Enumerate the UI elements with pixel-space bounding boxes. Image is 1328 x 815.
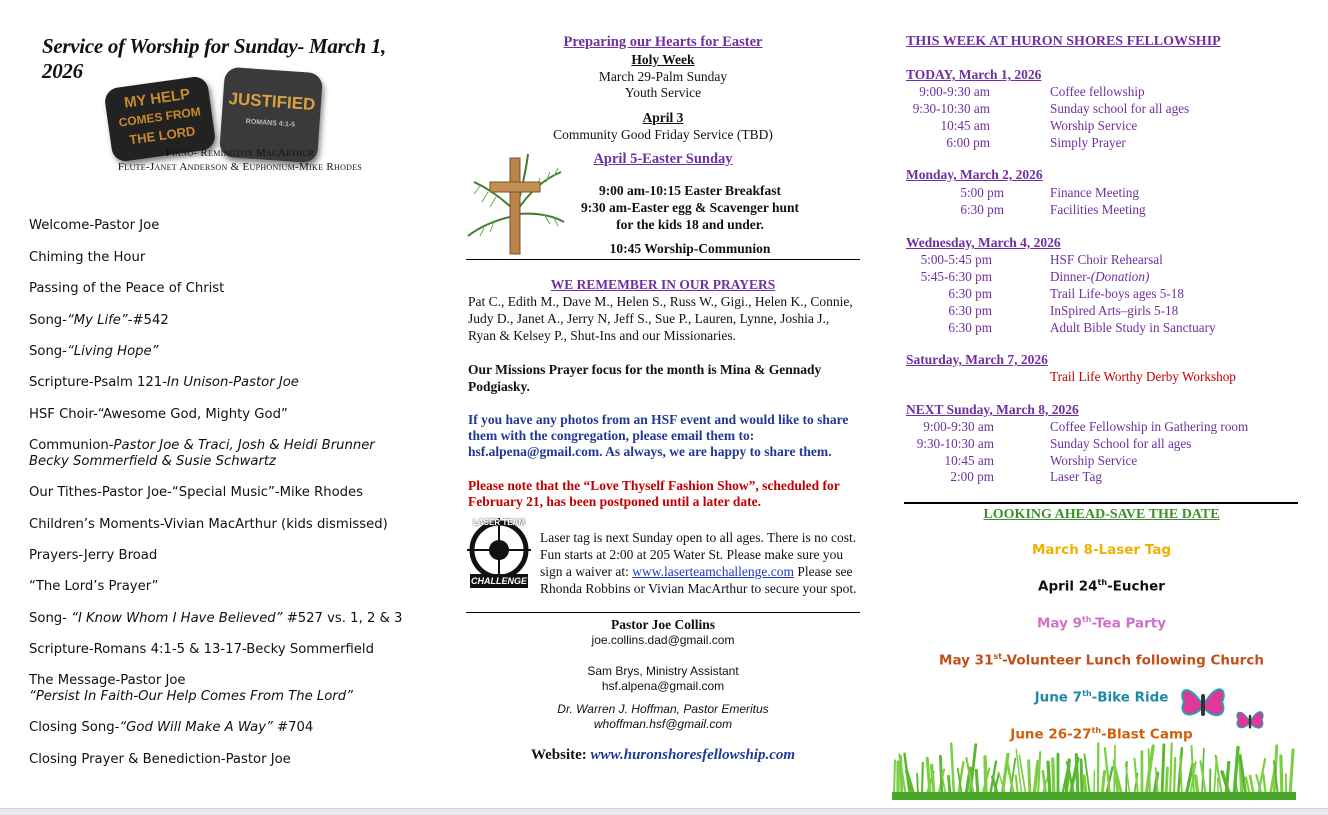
order-item: Passing of the Peace of Christ <box>29 281 224 297</box>
easter-title: Preparing our Hearts for Easter <box>466 34 860 50</box>
order-item-line2 <box>29 454 276 470</box>
palm-sunday: March 29-Palm Sunday <box>466 69 860 85</box>
grass-blade <box>951 744 954 796</box>
laser-waiver-link[interactable]: www.laserteamchallenge.com <box>632 564 794 579</box>
laser-tag-note <box>540 529 858 597</box>
order-item <box>29 344 158 360</box>
event-name: Sunday School for all ages <box>1050 436 1191 452</box>
day-heading: Monday, March 2, 2026 <box>906 167 1043 183</box>
pastor-emeritus: Dr. Warren J. Hoffman, Pastor Emeritus <box>466 701 860 717</box>
good-friday: Community Good Friday Service (TBD) <box>466 127 860 143</box>
event-name: Worship Service <box>1050 118 1137 134</box>
save-date-text: June 7 <box>1035 690 1083 706</box>
event-time: 9:30-10:30 am <box>900 101 990 117</box>
photos-text: If you have any photos from an HSF event and would like to share them with the congregation, please email them to: <box>468 412 848 443</box>
save-date-text: June 26-27 <box>1010 727 1091 743</box>
event-time: 9:00-9:30 am <box>904 419 994 435</box>
order-song-title: “My Life” <box>67 313 128 328</box>
laser-logo-top: LASER TEAM <box>466 518 532 527</box>
easter-worship: 10:45 Worship-Communion <box>530 241 850 257</box>
emeritus-email[interactable]: whoffman.hsf@gmail.com <box>466 716 860 732</box>
order-text: #527 vs. 1, 2 & 3 <box>283 611 403 626</box>
event-name: Worship Service <box>1050 453 1137 469</box>
order-item <box>29 720 313 736</box>
event-name: Finance Meeting <box>1050 185 1139 201</box>
save-date-sup: th <box>1098 578 1108 587</box>
this-week-title: THIS WEEK AT HURON SHORES FELLOWSHIP <box>906 34 1221 50</box>
grass-blade <box>1290 750 1293 796</box>
grass-blade <box>1019 756 1026 796</box>
event-name: Coffee Fellowship in Gathering room <box>1050 419 1248 435</box>
photos-email-link[interactable]: hsf.alpena@gmail.com <box>468 444 599 459</box>
laser-team-logo <box>466 516 532 592</box>
save-date-item <box>905 542 1298 558</box>
order-item: The Message-Pastor Joe <box>29 673 186 689</box>
order-text: #704 <box>273 720 313 735</box>
order-text: Song- <box>29 611 71 626</box>
grass-blade <box>1053 759 1054 796</box>
grass-blade <box>1149 749 1150 796</box>
save-date-item <box>905 689 1298 706</box>
order-song-title: “Living Hope” <box>67 344 159 359</box>
photos-text-tail: . As always, we are happy to share them. <box>599 444 831 459</box>
event-time: 9:30-10:30 am <box>904 436 994 452</box>
egg-hunt-ages: for the kids 18 and under. <box>530 217 850 233</box>
event-time: 6:30 pm <box>902 320 992 336</box>
day-heading: Wednesday, March 4, 2026 <box>906 235 1061 251</box>
laser-text: Laser tag is next Sunday open to all ages. There is no cost. Fun starts at 2:00 at 205 Water St. Please make sure you sign a waiver at: <box>540 530 856 579</box>
order-song-title: “God Will Make A Way” <box>119 720 273 735</box>
grass-blade <box>932 765 934 796</box>
butterfly-icon <box>1178 680 1228 728</box>
event-name: Facilities Meeting <box>1050 202 1146 218</box>
assistant-email[interactable]: hsf.alpena@gmail.com <box>466 678 860 694</box>
order-item: Children’s Moments-Vivian MacArthur (kids dismissed) <box>29 517 388 533</box>
save-date-text: -Volunteer Lunch following Church <box>1002 653 1264 669</box>
event-name: InSpired Arts–girls 5-18 <box>1050 303 1178 319</box>
april-3: April 3 <box>466 110 860 126</box>
website-link[interactable]: www.huronshoresfellowship.com <box>591 747 796 763</box>
save-date-text: -Blast Camp <box>1101 727 1193 743</box>
egg-hunt: 9:30 am-Easter egg & Scavenger hunt <box>530 200 850 216</box>
fashion-show-notice: Please note that the “Love Thyself Fashion Show”, scheduled for February 21, has been postponed until a later date. <box>468 478 860 510</box>
day-heading: NEXT Sunday, March 8, 2026 <box>906 402 1079 418</box>
event-name: Laser Tag <box>1050 469 1102 485</box>
order-item: Chiming the Hour <box>29 250 145 266</box>
order-text: Song- <box>29 313 67 328</box>
order-item <box>29 611 402 627</box>
event-name: Adult Bible Study in Sanctuary <box>1050 320 1216 336</box>
order-text: Scripture-Psalm 121- <box>29 375 167 390</box>
event-name: Coffee fellowship <box>1050 84 1145 100</box>
pastor-name: Pastor Joe Collins <box>466 617 860 633</box>
pastor-email[interactable]: joe.collins.dad@gmail.com <box>466 632 860 648</box>
order-text: Song- <box>29 344 67 359</box>
save-date-sup: th <box>1082 615 1092 624</box>
grass-blade <box>1076 755 1078 796</box>
order-item: Prayers-Jerry Broad <box>29 548 157 564</box>
event-name-text: Dinner- <box>1050 269 1091 284</box>
event-time: 5:00-5:45 pm <box>902 252 992 268</box>
event-time: 10:45 am <box>900 118 990 134</box>
event-name: HSF Choir Rehearsal <box>1050 252 1163 268</box>
service-title: Service of Worship for Sunday- March 1, 2026 <box>42 34 422 84</box>
sermon-title: “Persist In Faith-Our Help Comes From The Lord” <box>29 689 353 704</box>
save-date-text: -Tea Party <box>1092 616 1167 632</box>
event-name: Trail Life Worthy Derby Workshop <box>1050 369 1236 385</box>
missions-focus: Our Missions Prayer focus for the month is Mina & Gennady Podgiasky. <box>468 361 860 395</box>
grass-blade <box>1029 761 1030 796</box>
grass-blade <box>1081 760 1082 796</box>
day-heading: Saturday, March 7, 2026 <box>906 352 1048 368</box>
save-date-sup: th <box>1082 689 1092 698</box>
musicians-line1: Piano- Remington MacArthur <box>40 146 440 160</box>
order-song-title: “I Know Whom I Have Believed” <box>71 611 282 626</box>
event-time: 9:00-9:30 am <box>900 84 990 100</box>
photos-note <box>468 412 860 460</box>
easter-breakfast: 9:00 am-10:15 Easter Breakfast <box>530 183 850 199</box>
website-label: Website: <box>531 747 587 763</box>
grass-blade <box>894 760 895 796</box>
badge1-line1: MY HELP <box>104 83 209 114</box>
order-text: Closing Song- <box>29 720 119 735</box>
musicians-line2: Flute-Janet Anderson & Euphonium-Mike Rhodes <box>40 160 440 174</box>
grass-blade <box>1038 752 1040 796</box>
prayers-title: WE REMEMBER IN OUR PRAYERS <box>466 277 860 293</box>
save-date-text: March 8-Laser Tag <box>1032 542 1171 558</box>
grass-blade <box>1048 762 1050 796</box>
divider <box>466 612 860 613</box>
save-date-title: LOOKING AHEAD-SAVE THE DATE <box>905 507 1298 523</box>
grass-blade <box>1281 756 1282 796</box>
grass-blade <box>1166 768 1167 796</box>
order-item: “The Lord’s Prayer” <box>29 579 159 595</box>
laser-logo-bottom: CHALLENGE <box>470 576 528 586</box>
grass-decoration <box>892 738 1296 800</box>
divider <box>904 502 1298 504</box>
assistant-name: Sam Brys, Ministry Assistant <box>466 663 860 679</box>
badge2-word: JUSTIFIED <box>222 89 321 116</box>
event-time: 6:30 pm <box>914 202 1004 218</box>
save-date-text: April 24 <box>1038 579 1098 595</box>
badge1-line2: COMES FROM <box>107 103 212 131</box>
save-date-text: May 9 <box>1037 616 1082 632</box>
grass-blade <box>1162 745 1164 796</box>
event-name-note: (Donation) <box>1091 269 1150 284</box>
save-date-text: -Eucher <box>1107 579 1165 595</box>
save-date-sup: th <box>1092 726 1102 735</box>
event-time: 10:45 am <box>904 453 994 469</box>
event-time: 6:30 pm <box>902 286 992 302</box>
event-time: 5:00 pm <box>914 185 1004 201</box>
day-heading: TODAY, March 1, 2026 <box>906 67 1041 83</box>
event-time: 5:45-6:30 pm <box>902 269 992 285</box>
easter-sunday: April 5-Easter Sunday <box>466 151 860 167</box>
order-note: In Unison-Pastor Joe <box>167 375 299 390</box>
event-name: Sunday school for all ages <box>1050 101 1189 117</box>
badge2-ref: ROMANS 4:1-5 <box>221 117 319 131</box>
order-note: Pastor Joe & Traci, Josh & Heidi Brunner <box>114 438 375 453</box>
save-date-text: -Bike Ride <box>1092 690 1169 706</box>
badge1-line3: THE LORD <box>110 121 215 150</box>
event-name <box>1050 269 1149 285</box>
save-date-item <box>905 578 1298 595</box>
grass-blade <box>1174 758 1175 796</box>
prayers-list: Pat C., Edith M., Dave M., Helen S., Russ W., Gigi., Helen K., Connie, Judy D., Janet A., Jerry N, Jeff S., Sue P., Lauren, Lynne, Joshia J., Ryan & Kelsey P., Shut-Ins and our Missionaries. <box>468 293 860 344</box>
order-item <box>29 438 375 454</box>
event-name: Trail Life-boys ages 5-18 <box>1050 286 1184 302</box>
order-text: -#542 <box>128 313 169 328</box>
grass-blade <box>1170 743 1172 796</box>
save-date-sup: st <box>993 652 1002 661</box>
youth-service: Youth Service <box>466 85 860 101</box>
event-time: 2:00 pm <box>904 469 994 485</box>
order-item: Closing Prayer & Benediction-Pastor Joe <box>29 752 291 768</box>
order-item-line2 <box>29 689 353 705</box>
holy-week: Holy Week <box>466 52 860 68</box>
save-date-text: May 31 <box>939 653 993 669</box>
order-item: Scripture-Romans 4:1-5 & 13-17-Becky Sommerfield <box>29 642 374 658</box>
order-note: Becky Sommerfield & Susie Schwartz <box>29 454 276 469</box>
laser-text-tail: Please see Rhonda Robbins or Vivian MacArthur to secure your spot. <box>540 564 857 596</box>
order-item: HSF Choir-“Awesome God, Mighty God” <box>29 407 288 423</box>
grass-blade <box>985 757 986 796</box>
grass-blade <box>922 763 923 796</box>
event-name: Simply Prayer <box>1050 135 1126 151</box>
order-item: Our Tithes-Pastor Joe-“Special Music”-Mike Rhodes <box>29 485 363 501</box>
order-item <box>29 313 169 329</box>
order-item <box>29 375 299 391</box>
divider <box>466 259 860 260</box>
musicians <box>40 146 440 174</box>
save-date-item <box>905 652 1298 669</box>
order-text: Communion- <box>29 438 114 453</box>
grass-blade <box>1216 756 1222 796</box>
website <box>466 747 860 763</box>
butterfly-icon <box>1234 706 1266 736</box>
save-date-item <box>905 615 1298 632</box>
order-item: Welcome-Pastor Joe <box>29 218 159 234</box>
event-time: 6:30 pm <box>902 303 992 319</box>
event-time: 6:00 pm <box>900 135 990 151</box>
